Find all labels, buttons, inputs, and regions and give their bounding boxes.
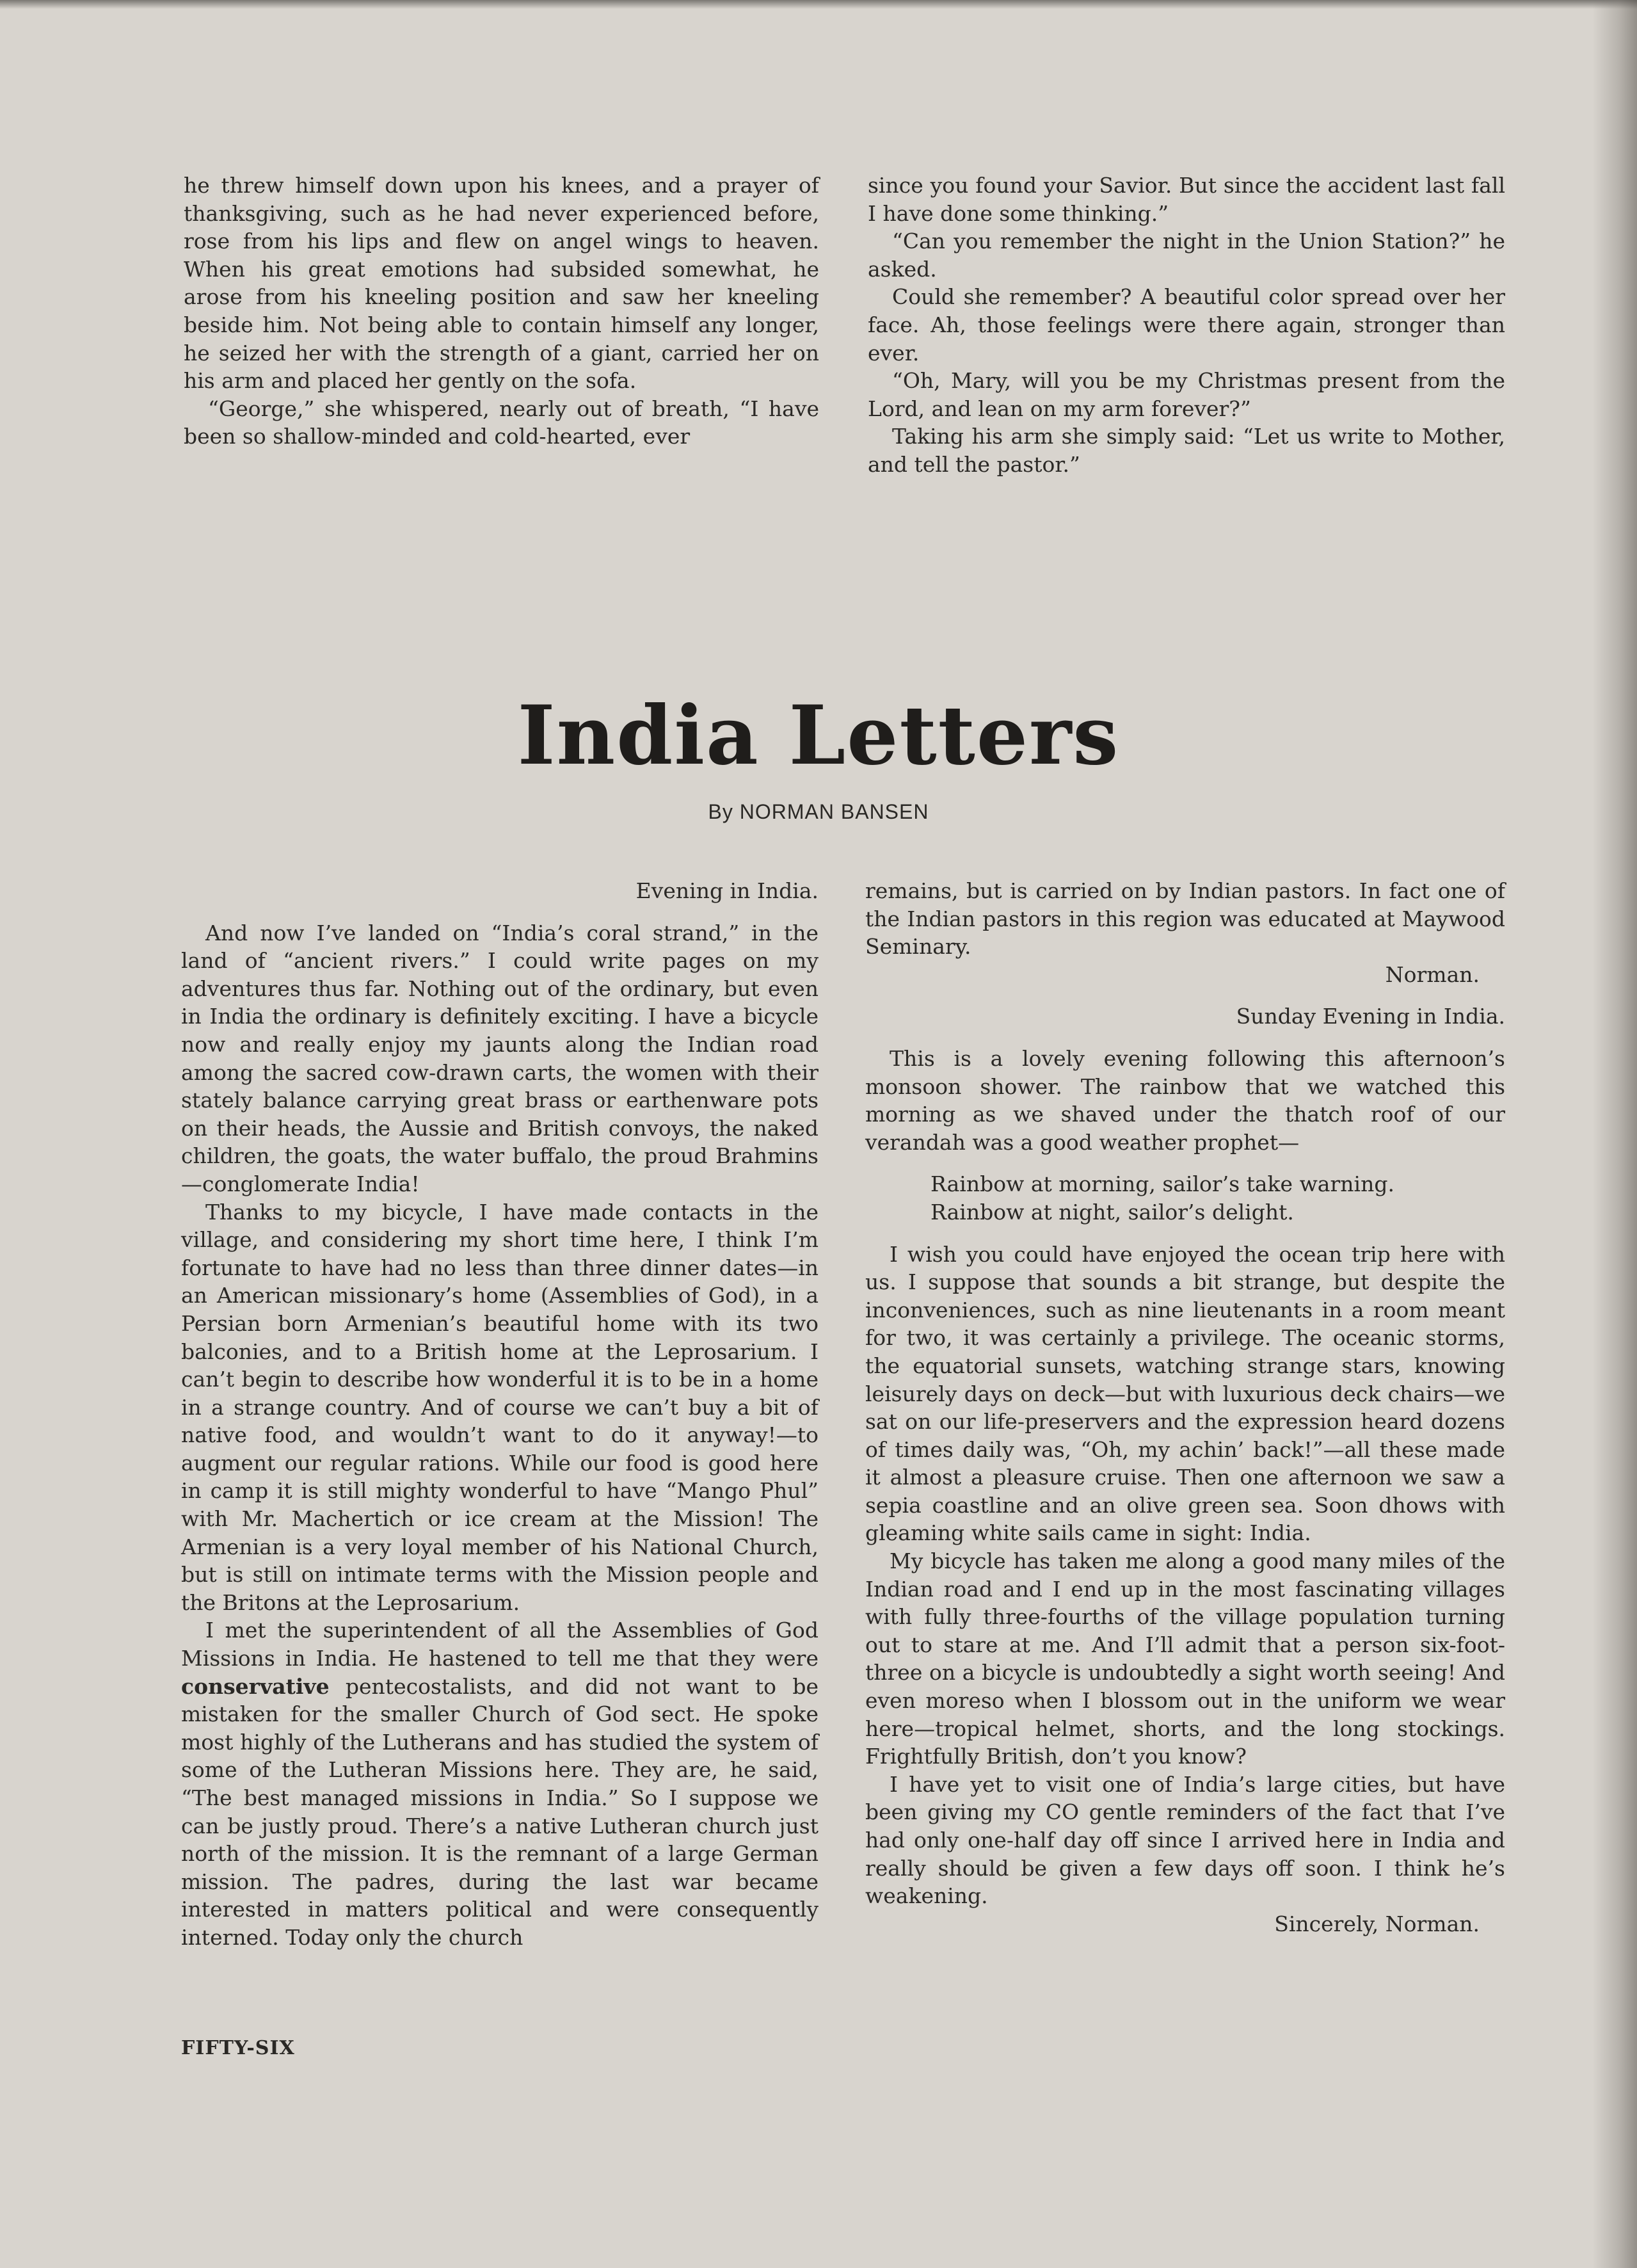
article-title: India Letters <box>517 688 1120 783</box>
verse-line: Rainbow at morning, sailor’s take warning. <box>930 1171 1394 1197</box>
story-continuation-right-column <box>868 172 1505 479</box>
paragraph: And now I’ve landed on “India’s coral strand,” in the land of “ancient rivers.” I could write pages on my adventures thus far. Nothing out of the ordinary, but even in India the ordinary is definitely exciting. I have a bicycle now and really enjoy my jaunts along the Indian road among the sacred cow-drawn carts, the women with their stately balance carrying great brass or earthenware pots on their heads, the Aussie and British convoys, the naked children, the goats, the water buffalo, the proud Brahmins—conglomerate India! <box>181 920 818 1196</box>
paragraph: “George,” she whispered, nearly out of breath, “I have been so shallow-minded and cold-hearted, ever <box>184 396 819 449</box>
paragraph-text: I met the superintendent of all the Assemblies of God Missions in India. He hastened to tell me that they were <box>181 1618 818 1671</box>
page-number: FIFTY-SIX <box>181 2037 295 2059</box>
paragraph: since you found your Savior. But since the accident last fall I have done some thinking.” <box>868 173 1505 226</box>
paragraph: “Can you remember the night in the Union Station?” he asked. <box>868 229 1505 282</box>
letter-signature: Sincerely, Norman. <box>1274 1911 1480 1936</box>
paragraph: he threw himself down upon his knees, and a prayer of thanksgiving, such as he had never experienced before, rose from his lips and flew on angel wings to heaven. When his great emotions had subsided somewhat, he arose from his kneeling position and saw her kneeling beside him. Not being able to contain himself any longer, he seized her with the strength of a giant, carried her on his arm and placed her gently on the sofa. <box>184 173 819 394</box>
paragraph: Could she remember? A beautiful color spread over her face. Ah, those feelings were there again, stronger than ever. <box>868 284 1505 366</box>
letter-heading: Sunday Evening in India. <box>1236 1004 1505 1029</box>
letter-heading: Evening in India. <box>635 878 818 903</box>
paragraph: “Oh, Mary, will you be my Christmas present from the Lord, and lean on my arm forever?” <box>868 368 1505 421</box>
paragraph: I have yet to visit one of India’s large cities, but have been giving my CO gentle reminders of the fact that I’ve had only one-half day off since I arrived here in India and really should be given a few days off soon. I think he’s weakening. <box>865 1771 1505 1909</box>
letters-right-column <box>865 877 1505 1938</box>
paragraph: Thanks to my bicycle, I have made contacts in the village, and considering my short time here, I think I’m fortunate to have had no less than three dinner dates—in an American missionary’s home (Assemblies of God), in a Persian born Armenian’s beautiful home with its two balconies, and to a British home at the Leprosarium. I can’t begin to describe how wonderful it is to be in a home in a strange country. And of course we can’t buy a bit of native food, and wouldn’t want to do it anyway!—to augment our regular rations. While our food is good here in camp it is still mighty wonderful to have “Mango Phul” with Mr. Machertich or ice cream at the Mission! The Armenian is a very loyal member of his National Church, but is still on intimate terms with the Mission people and the Britons at the Leprosarium. <box>181 1199 818 1615</box>
paragraph <box>181 1616 818 1951</box>
article-byline: By NORMAN BANSEN <box>708 800 929 823</box>
letters-left-column <box>181 877 818 1952</box>
page-top-edge-shadow <box>0 0 1637 9</box>
paragraph: I wish you could have enjoyed the ocean trip here with us. I suppose that sounds a bit strange, but despite the inconveniences, such as nine lieutenants in a room meant for two, it was certainly a privilege. The oceanic storms, the equatorial sunsets, watching strange stars, knowing leisurely days on deck—but with luxurious deck chairs—we sat on our life-preservers and the expression heard dozens of times daily was, “Oh, my achin’ back!”—all these made it almost a pleasure cruise. Then one afternoon we saw a sepia coastline and an olive green sea. Soon dhows with gleaming white sails came in sight: India. <box>865 1241 1505 1546</box>
paragraph-text: pentecostalists, and did not want to be mistaken for the smaller Church of God sect. He spoke most highly of the Lutherans and has studied the system of some of the Lutheran Missions here. They are, he said, “The best managed missions in India.” So I suppose we can be justly proud. There’s a native Lutheran church just north of the mission. It is the remnant of a large German mission. The padres, during the last war became interested in matters political and were consequently interned. Today only the church <box>181 1673 818 1950</box>
paragraph: This is a lovely evening following this afternoon’s monsoon shower. The rainbow that we watched this morning as we shaved under the thatch roof of our verandah was a good weather prophet— <box>865 1045 1505 1155</box>
paragraph: Taking his arm she simply said: “Let us write to Mother, and tell the pastor.” <box>868 424 1505 477</box>
paragraph: My bicycle has taken me along a good many miles of the Indian road and I end up in the most fascinating villages with fully three-fourths of the village population turning out to stare at me. And I’ll admit that a person six-foot-three on a bicycle is undoubtedly a sight worth seeing! And even moreso when I blossom out in the uniform we wear here—tropical helmet, shorts, and the long stockings. Frightfully British, don’t you know? <box>865 1548 1505 1769</box>
letter-signature: Norman. <box>1385 961 1480 987</box>
page-right-edge-shadow <box>1592 0 1637 2268</box>
verse-line: Rainbow at night, sailor’s delight. <box>930 1199 1294 1225</box>
story-continuation-left-column <box>184 172 819 451</box>
paragraph: remains, but is carried on by Indian pastors. In fact one of the Indian pastors in this region was educated at Maywood Seminary. <box>865 878 1505 960</box>
emphasized-word: conservative <box>181 1673 330 1699</box>
